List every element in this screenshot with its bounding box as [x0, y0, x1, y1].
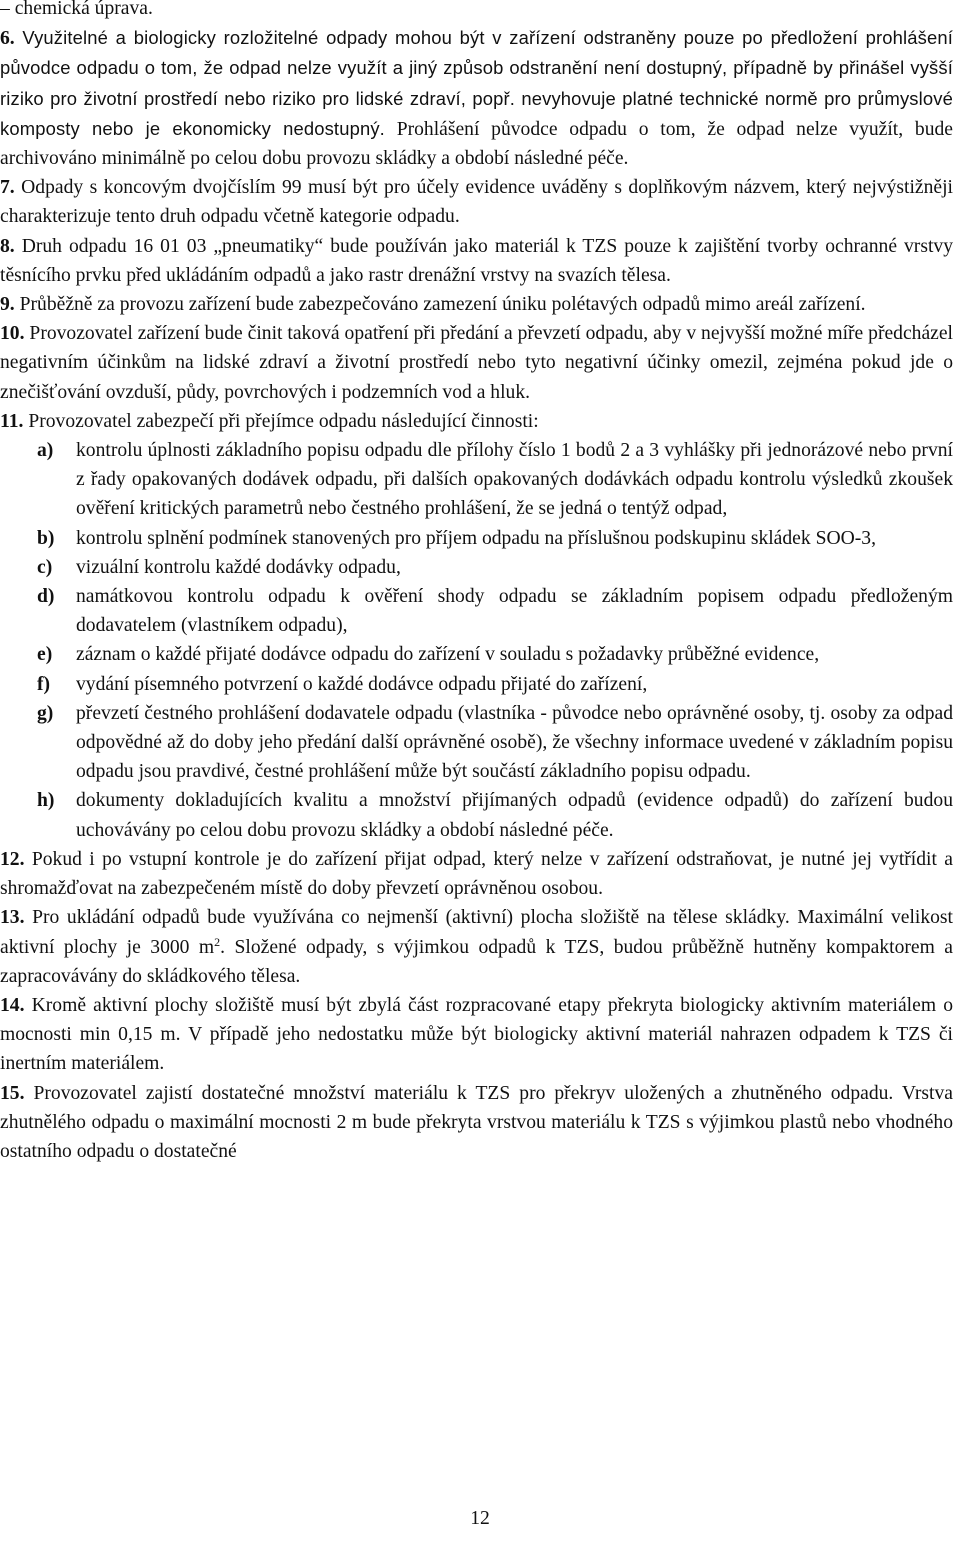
paragraph-text: Využitelné a biologicky rozložitelné odpady mohou být v zařízení odstraněny pouze po předložení prohlášení původce odpadu o tom, že odpad nelze využít a jiný způsob odstranění není dostupný, případně by přinášel vyšší riziko pro životní prostředí nebo riziko pro lidské zdraví, popř. nevyhovuje platné technické normě pro průmyslové komposty nebo je ekonomicky nedostupný. [0, 27, 953, 139]
list-item-letter: a) [37, 440, 54, 462]
paragraph-text: Druh odpadu 16 01 03 „pneumatiky“ bude používán jako materiál k TZS pouze k zajištění tvorby ochranné vrstvy těsnícího prvku před ukládáním odpadů a jako rastr drenážní vrstvy na svazích tělesa. [0, 235, 953, 286]
list-item [0, 786, 953, 844]
paragraph-text: Průběžně za provozu zařízení bude zabezpečováno zamezení úniku polétavých odpadů mimo areál zařízení. [14, 294, 866, 316]
list-item [0, 699, 953, 787]
list-item-letter: g) [37, 702, 54, 724]
paragraph-6 [0, 23, 953, 173]
list-item-text: dokumenty dokladujících kvalitu a množství přijímaných odpadů (evidence odpadů) do zařízení budou uchovávány po celou dobu provozu skládky a období následné péče. [76, 790, 953, 841]
list-item [0, 524, 953, 553]
superscript: 2 [214, 934, 221, 949]
list-item-text: kontrolu splnění podmínek stanovených pro příjem odpadu na příslušnou podskupinu skládek SOO-3, [76, 527, 876, 549]
paragraph-text: Odpady s koncovým dvojčíslím 99 musí být pro účely evidence uváděny s doplňkovým názvem, který nejvýstižněji charakterizuje tento druh odpadu včetně kategorie odpadu. [0, 177, 953, 228]
list-item [0, 640, 953, 669]
list-item [0, 582, 953, 640]
list-item-text: převzetí čestného prohlášení dodavatele odpadu (vlastníka - původce nebo oprávněné osoby, tj. osoby za odpad odpovědné až do doby jeho předání další oprávněné osobě), že všechny informace uvedené v základním popisu odpadu jsou pravdivé, čestné prohlášení může být součástí základního popisu odpadu. [76, 702, 953, 783]
list-item-text: vydání písemného potvrzení o každé dodávce odpadu přijaté do zařízení, [76, 673, 648, 695]
paragraph-text: Prohlášení původce odpadu o tom, že odpad nelze využít, bude archivováno minimálně po celou dobu provozu skládky a období následné péče. [0, 118, 953, 170]
paragraph-number: 12. [0, 848, 25, 870]
paragraph-8 [0, 232, 953, 290]
list-item-letter: d) [37, 586, 55, 608]
paragraph-text: Provozovatel zajistí dostatečné množství materiálu k TZS pro překryv uložených a zhutněného odpadu. Vrstva zhutnělého odpadu o maximální mocnosti 2 m bude překryta vrstvou materiálu k TZS s výjimkou plastů nebo vhodného ostatního odpadu o dostatečné [0, 1082, 953, 1162]
list-item-letter: f) [37, 673, 51, 695]
intro-line: – chemická úprava. [0, 0, 153, 19]
list-item-text: namátkovou kontrolu odpadu k ověření shody odpadu se základním popisem odpadu předloženým dodavatelem (vlastníkem odpadu), [76, 586, 953, 637]
list-item [0, 670, 953, 699]
paragraph-15 [0, 1079, 953, 1167]
paragraph-text: Pokud i po vstupní kontrole je do zařízení přijat odpad, který nelze v zařízení odstraňovat, je nutné jej vytřídit a shromažďovat na zabezpečeném místě do doby převzetí oprávněnou osobou. [0, 848, 953, 900]
list-item-letter: c) [37, 556, 53, 578]
paragraph-text: . Složené odpady, s výjimkou odpadů k TZS, budou průběžně hutněny kompaktorem a zapracovávány do skládkového tělesa. [0, 936, 953, 987]
paragraph-number: 11. [0, 410, 24, 432]
paragraph-number: 13. [0, 907, 25, 929]
list-item-text: vizuální kontrolu každé dodávky odpadu, [76, 556, 401, 578]
paragraph-text: Provozovatel zařízení bude činit taková opatření při předání a převzetí odpadu, aby v nejvyšší možné míře předcházel negativním účinkům na lidské zdraví a životní prostředí nebo tyto negativní účinky omezil, zejména pokud jde o znečišťování ovzduší, půdy, povrchových i podzemních vod a hluk. [0, 323, 953, 403]
paragraph-text: Provozovatel zabezpečí při přejímce odpadu následující činnosti: [23, 410, 539, 432]
paragraph-number: 9. [0, 294, 15, 316]
list-item-letter: b) [37, 527, 55, 549]
paragraph-7 [0, 173, 953, 231]
paragraph-text: Pro ukládání odpadů bude využívána co nejmenší (aktivní) plocha složiště na tělese skládky. Maximální velikost aktivní plochy je 3000 m [0, 907, 953, 958]
paragraph-number: 8. [0, 235, 15, 257]
paragraph-number: 7. [0, 177, 15, 199]
paragraph-10 [0, 319, 953, 407]
paragraph-number: 10. [0, 323, 25, 345]
list-item-letter: h) [37, 790, 55, 812]
list-item-letter: e) [37, 644, 53, 666]
paragraph-number: 15. [0, 1082, 25, 1104]
list-item-text: kontrolu úplnosti základního popisu odpadu dle přílohy číslo 1 bodů 2 a 3 vyhlášky při jednorázové nebo první z řady opakovaných dodávek odpadu, při dalších opakovaných dodávkách odpadu kontrolu výsledků zkoušek ověření kritických parametrů nebo čestného prohlášení, že se jedná o tentýž odpad, [76, 440, 953, 520]
paragraph-12 [0, 845, 953, 903]
list-item-text: záznam o každé přijaté dodávce odpadu do zařízení v souladu s požadavky průběžné evidence, [76, 644, 820, 666]
paragraph-13 [0, 903, 953, 991]
page-number: 12 [470, 1508, 490, 1529]
list-item [0, 436, 953, 524]
paragraph-number: 14. [0, 994, 25, 1016]
paragraph-11 [0, 407, 953, 436]
list-item [0, 553, 953, 582]
paragraph-text: Kromě aktivní plochy složiště musí být zbylá část rozpracované etapy překryta biologicky aktivním materiálem o mocnosti min 0,15 m. V případě jeho nedostatku může být biologicky aktivní materiál nahrazen odpadem k TZS či inertním materiálem. [0, 994, 953, 1075]
paragraph-number: 6. [0, 28, 15, 50]
paragraph-9 [0, 290, 953, 319]
paragraph-14 [0, 991, 953, 1079]
